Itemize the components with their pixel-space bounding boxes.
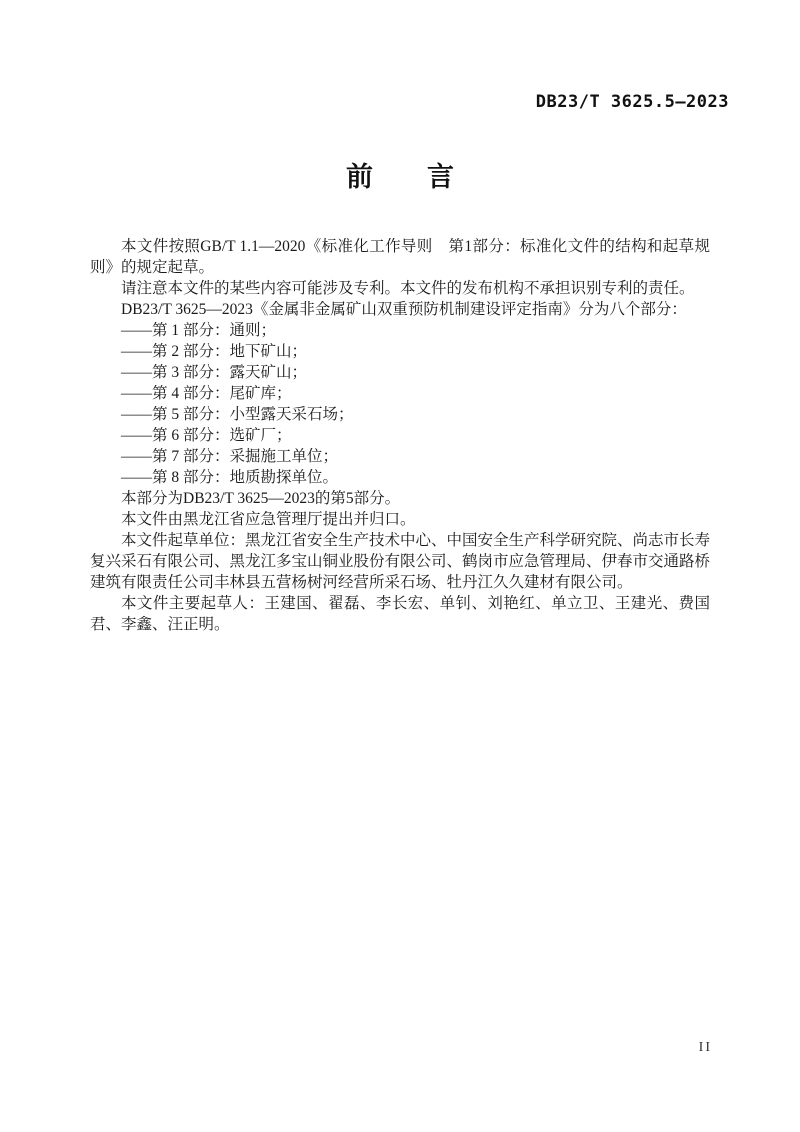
list-item-part-5: ——第 5 部分：小型露天采石场； bbox=[121, 406, 354, 423]
list-item-part-2: ——第 2 部分：地下矿山； bbox=[121, 343, 308, 360]
standard-code-header: DB23/T 3625.5—2023 bbox=[535, 92, 729, 112]
paragraph-this-part: 本部分为DB23/T 3625—2023的第5部分。 bbox=[121, 490, 401, 507]
paragraph-issuing-body: 本文件由黑龙江省应急管理厅提出并归口。 bbox=[121, 511, 416, 528]
list-item-part-6: ——第 6 部分：选矿厂； bbox=[121, 427, 292, 444]
paragraph-patent-notice: 请注意本文件的某些内容可能涉及专利。本文件的发布机构不承担识别专利的责任。 bbox=[121, 280, 695, 297]
paragraph-drafting-organizations: 本文件起草单位：黑龙江省安全生产技术中心、中国安全生产科学研究院、尚志市长寿复兴采石有限公司、黑龙江多宝山铜业股份有限公司、鹤岗市应急管理局、伊春市交通路桥建筑有限责任公司丰林县五营杨树河经营所采石场、牡丹江久久建材有限公司。 bbox=[90, 532, 711, 591]
list-item-part-4: ——第 4 部分：尾矿库； bbox=[121, 385, 292, 402]
paragraph-series-intro: DB23/T 3625—2023《金属非金属矿山双重预防机制建设评定指南》分为八个部分： bbox=[121, 301, 687, 318]
page-title-foreword: 前 言 bbox=[346, 162, 454, 192]
list-item-part-3: ——第 3 部分：露天矿山； bbox=[121, 364, 308, 381]
page-number: II bbox=[698, 1040, 712, 1055]
list-item-part-8: ——第 8 部分：地质勘探单位。 bbox=[121, 469, 339, 486]
paragraph-drafting-rules: 本文件按照GB/T 1.1—2020《标准化工作导则 第1部分：标准化文件的结构和起草规则》的规定起草。 bbox=[90, 238, 710, 276]
foreword-body bbox=[90, 236, 710, 635]
paragraph-main-drafters: 本文件主要起草人：王建国、翟磊、李长宏、单钊、刘艳红、单立卫、王建光、费国君、李鑫、汪正明。 bbox=[90, 595, 710, 633]
list-item-part-7: ——第 7 部分：采掘施工单位； bbox=[121, 448, 339, 465]
list-item-part-1: ——第 1 部分：通则； bbox=[121, 322, 277, 339]
